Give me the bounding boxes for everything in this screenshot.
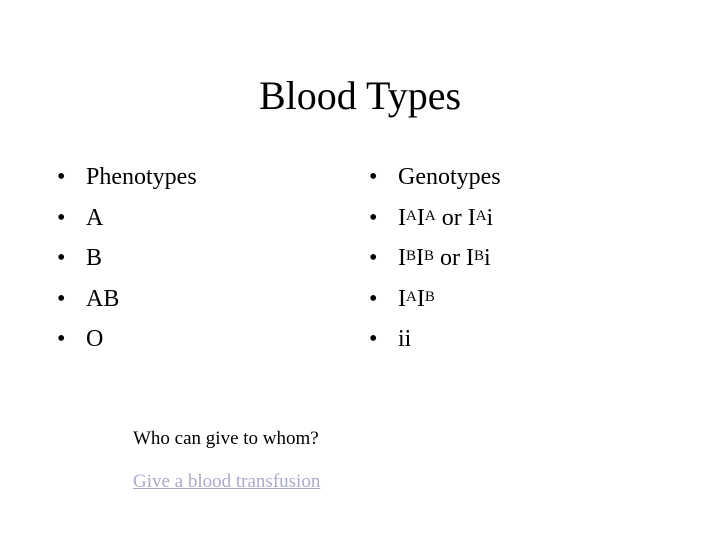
list-item	[369, 157, 669, 198]
genotypes-list	[369, 157, 669, 360]
bullet: •	[369, 164, 378, 190]
bullet: •	[57, 245, 66, 271]
list-item	[369, 238, 669, 279]
phenotypes-heading: Phenotypes	[86, 164, 197, 190]
list-item	[369, 279, 669, 320]
bullet: •	[57, 204, 66, 231]
bullet: •	[369, 245, 378, 271]
slide-title: Blood Types	[258, 73, 462, 118]
list-item	[57, 319, 307, 360]
blood-transfusion-link[interactable]: Give a blood transfusion	[133, 471, 321, 492]
list-item	[57, 157, 307, 198]
genotype-a: $I^AI^A$ or $I^Ai$	[398, 204, 494, 231]
bullet: •	[57, 285, 66, 312]
bullet: •	[57, 164, 66, 190]
bullet: •	[57, 326, 66, 352]
bullet: •	[369, 204, 378, 231]
phenotype-ab: AB	[86, 285, 120, 312]
bullet: •	[369, 326, 378, 352]
list-item	[57, 238, 307, 279]
phenotypes-list	[57, 157, 307, 360]
transfusion-question: Who can give to whom?	[133, 428, 319, 449]
phenotype-a: A	[86, 204, 104, 231]
genotype-ab: $I^AI^B$	[398, 285, 435, 312]
list-item	[369, 198, 669, 239]
list-item	[57, 279, 307, 320]
phenotype-o: O	[86, 326, 104, 352]
bullet: •	[369, 285, 378, 312]
list-item	[369, 319, 669, 360]
genotype-b: $I^BI^B$ or $I^Bi$	[398, 245, 491, 271]
phenotype-b: B	[86, 245, 103, 271]
genotype-o: ii	[398, 326, 412, 352]
genotypes-heading: Genotypes	[398, 164, 501, 190]
list-item	[57, 198, 307, 239]
